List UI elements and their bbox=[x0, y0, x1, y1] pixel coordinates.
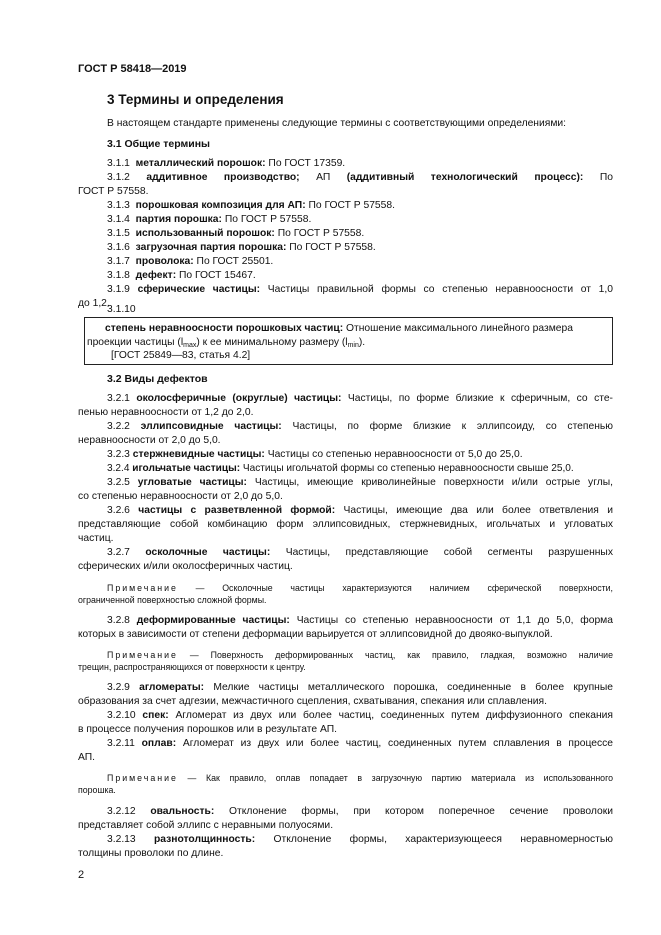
page-number: 2 bbox=[78, 869, 85, 881]
intro-text: В настоящем стандарте применены следующие термины с соответствующими определениями: bbox=[107, 118, 567, 129]
term-3-1-9: 3.1.9 сферические частицы: Частицы правильной формы со степенью неравноосности от 1,0 bbox=[107, 284, 613, 295]
term-3-2-6-line3: частиц. bbox=[78, 533, 114, 544]
term-3-1-7: 3.1.7 проволока: По ГОСТ 25501. bbox=[107, 256, 274, 267]
term-3-2-7: 3.2.7 осколочные частицы: Частицы, представляющие собой сегменты разрушенных bbox=[107, 547, 613, 558]
term-3-2-1-cont: пенью неравноосности от 1,2 до 2,0. bbox=[78, 407, 254, 418]
term-3-2-5-cont: со степенью неравноосности от 2,0 до 5,0. bbox=[78, 491, 283, 502]
term-3-2-8: 3.2.8 деформированные частицы: Частицы со степенью неравноосности от 1,1 до 5,0, форма bbox=[107, 615, 613, 626]
term-3-2-11-cont: АП. bbox=[78, 752, 96, 763]
term-3-2-7-cont: сферических и/или околосферичных частиц. bbox=[78, 561, 293, 572]
term-3-2-10: 3.2.10 спек: Агломерат из двух или более частиц, соединенных путем диффузионного спекания bbox=[107, 710, 613, 721]
term-3-2-8-cont: которых в зависимости от степени деформации варьируется от эллипсовидной до двояко-выпуклой. bbox=[78, 629, 553, 640]
term-3-2-10-cont: в процессе получения порошков или в результате АП. bbox=[78, 724, 337, 735]
term-3-1-9-cont: до 1,2. bbox=[78, 298, 110, 309]
term-3-1-10-num: 3.1.10 bbox=[107, 304, 136, 315]
term-3-1-3: 3.1.3 порошковая композиция для АП: По ГОСТ Р 57558. bbox=[107, 200, 395, 211]
term-3-1-4: 3.1.4 партия порошка: По ГОСТ Р 57558. bbox=[107, 214, 312, 225]
term-3-2-3: 3.2.3 стержневидные частицы: Частицы со степенью неравноосности от 5,0 до 25,0. bbox=[107, 449, 523, 460]
term-3-2-12: 3.2.12 овальность: Отклонение формы, при котором поперечное сечение проволоки bbox=[107, 806, 613, 817]
term-3-1-8: 3.1.8 дефект: По ГОСТ 15467. bbox=[107, 270, 256, 281]
term-3-2-9: 3.2.9 агломераты: Мелкие частицы металлического порошка, соединенные в более крупные bbox=[107, 682, 613, 693]
box-reference: [ГОСТ 25849—83, статья 4.2] bbox=[111, 350, 251, 361]
note-3: Примечание — Как правило, оплав попадает в загрузочную партию материала из использованного bbox=[107, 773, 613, 783]
document-header: ГОСТ Р 58418—2019 bbox=[78, 63, 187, 75]
term-3-2-4: 3.2.4 игольчатые частицы: Частицы игольчатой формы со степенью неравноосности свыше 25,0. bbox=[107, 463, 574, 474]
term-3-2-13-cont: толщины проволоки по длине. bbox=[78, 848, 224, 859]
subsection-title-defects: 3.2 Виды дефектов bbox=[107, 373, 208, 385]
note-3-line2: порошка. bbox=[78, 785, 116, 795]
term-3-1-1: 3.1.1 металлический порошок: По ГОСТ 17359. bbox=[107, 158, 346, 169]
term-3-2-1: 3.2.1 околосферичные (округлые) частицы: Частицы, по форме близкие к сферичным, со сте- bbox=[107, 393, 613, 404]
term-3-2-6-line2: представляющие собой комбинацию форм эллипсовидных, стержневидных, игольчатых и угловатых bbox=[78, 519, 613, 530]
subsection-title-general: 3.1 Общие термины bbox=[107, 138, 211, 150]
term-3-2-2: 3.2.2 эллипсовидные частицы: Частицы, по форме близкие к эллипсоиду, со степенью bbox=[107, 421, 613, 432]
term-3-2-12-cont: представляет собой эллипс с неравными полуосями. bbox=[78, 820, 334, 831]
term-3-2-2-cont: неравноосности от 2,0 до 5,0. bbox=[78, 435, 221, 446]
term-3-1-2: 3.1.2 аддитивное производство; АП (аддитивный технологический процесс): По bbox=[107, 172, 613, 183]
term-3-2-6: 3.2.6 частицы с разветвленной формой: Частицы, имеющие два или более ответвления и bbox=[107, 505, 613, 516]
term-3-2-9-cont: образования за счет адгезии, межчастичного сцепления, схватывания, спекания или сплавления. bbox=[78, 696, 547, 707]
box-line-1: степень неравноосности порошковых частиц: Отношение максимального линейного размера bbox=[105, 323, 573, 334]
definition-box bbox=[84, 317, 613, 365]
note-2-line2: трещин, распространяющихся от поверхности к центру. bbox=[78, 662, 306, 672]
note-1-line2: ограниченной поверхностью сложной формы. bbox=[78, 595, 267, 605]
section-title: 3 Термины и определения bbox=[107, 92, 284, 107]
term-3-2-5: 3.2.5 угловатые частицы: Частицы, имеющие криволинейные поверхности и/или острые углы, bbox=[107, 477, 614, 488]
term-3-2-13: 3.2.13 разнотолщинность: Отклонение формы, характеризующееся неравномерностью bbox=[107, 834, 613, 845]
box-line-2: проекции частицы $(l_{max})$ к ее минимальному размеру $(l_{min})$. bbox=[87, 337, 366, 349]
term-3-1-5: 3.1.5 использованный порошок: По ГОСТ Р 57558. bbox=[107, 228, 365, 239]
term-3-1-2-cont: ГОСТ Р 57558. bbox=[78, 186, 149, 197]
note-2: Примечание — Поверхность деформированных частиц, как правило, гладкая, возможно наличие bbox=[107, 650, 613, 660]
note-1: Примечание — Осколочные частицы характеризуются наличием сферической поверхности, bbox=[107, 583, 613, 593]
term-3-2-11: 3.2.11 оплав: Агломерат из двух или более частиц, соединенных путем сплавления в процессе bbox=[107, 738, 613, 749]
term-3-1-6: 3.1.6 загрузочная партия порошка: По ГОСТ Р 57558. bbox=[107, 242, 376, 253]
